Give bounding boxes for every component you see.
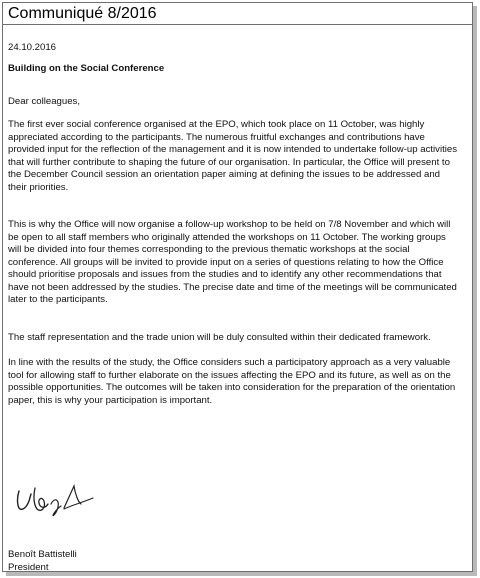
signatory-name: Benoît Battistelli <box>8 549 77 560</box>
page-title: Communiqué 8/2016 <box>8 5 157 22</box>
paragraph-2: This is why the Office will now organise a follow-up workshop to be held on 7/8 November and which will be open to all staff members who originally attended the workshops on 11 October. The working groups will be divided into four themes corresponding to the previous thematic workshops at the social conference. All groups will be invited to provide input on a series of questions relating to how the Office should prioritise proposals and issues from the studies and to identify any other recommendations that have not been addressed by the studies. The precise date and time of the meetings will be communicated later to the participants. <box>8 219 457 305</box>
paragraph-4: In line with the results of the study, the Office considers such a participatory approach as a very valuable tool for allowing staff to further elaborate on the issues affecting the EPO and its future, as well as on the possible opportunities. The outcomes will be taken into consideration for the preparation of the orientation paper, this is why your participation is important. <box>8 357 456 406</box>
salutation: Dear colleagues, <box>8 96 80 107</box>
document-subject: Building on the Social Conference <box>8 63 165 74</box>
document-date: 24.10.2016 <box>8 42 57 53</box>
title-bar <box>3 3 472 25</box>
handwritten-signature <box>8 470 98 520</box>
paragraph-3: The staff representation and the trade union will be duly consulted within their dedicated framework. <box>8 332 431 343</box>
signatory-role: President <box>8 562 49 573</box>
paragraph-1: The first ever social conference organised at the EPO, which took place on 11 October, was highly appreciated according to the participants. The numerous fruitful exchanges and contributions have provided input for the reflection of the management and it is now intended to undertake follow-up activities that will further contribute to shaping the future of our organisation. In particular, the Office will present to the December Council session an orientation paper aiming at defining the issues to be addressed and their priorities. <box>8 119 458 193</box>
